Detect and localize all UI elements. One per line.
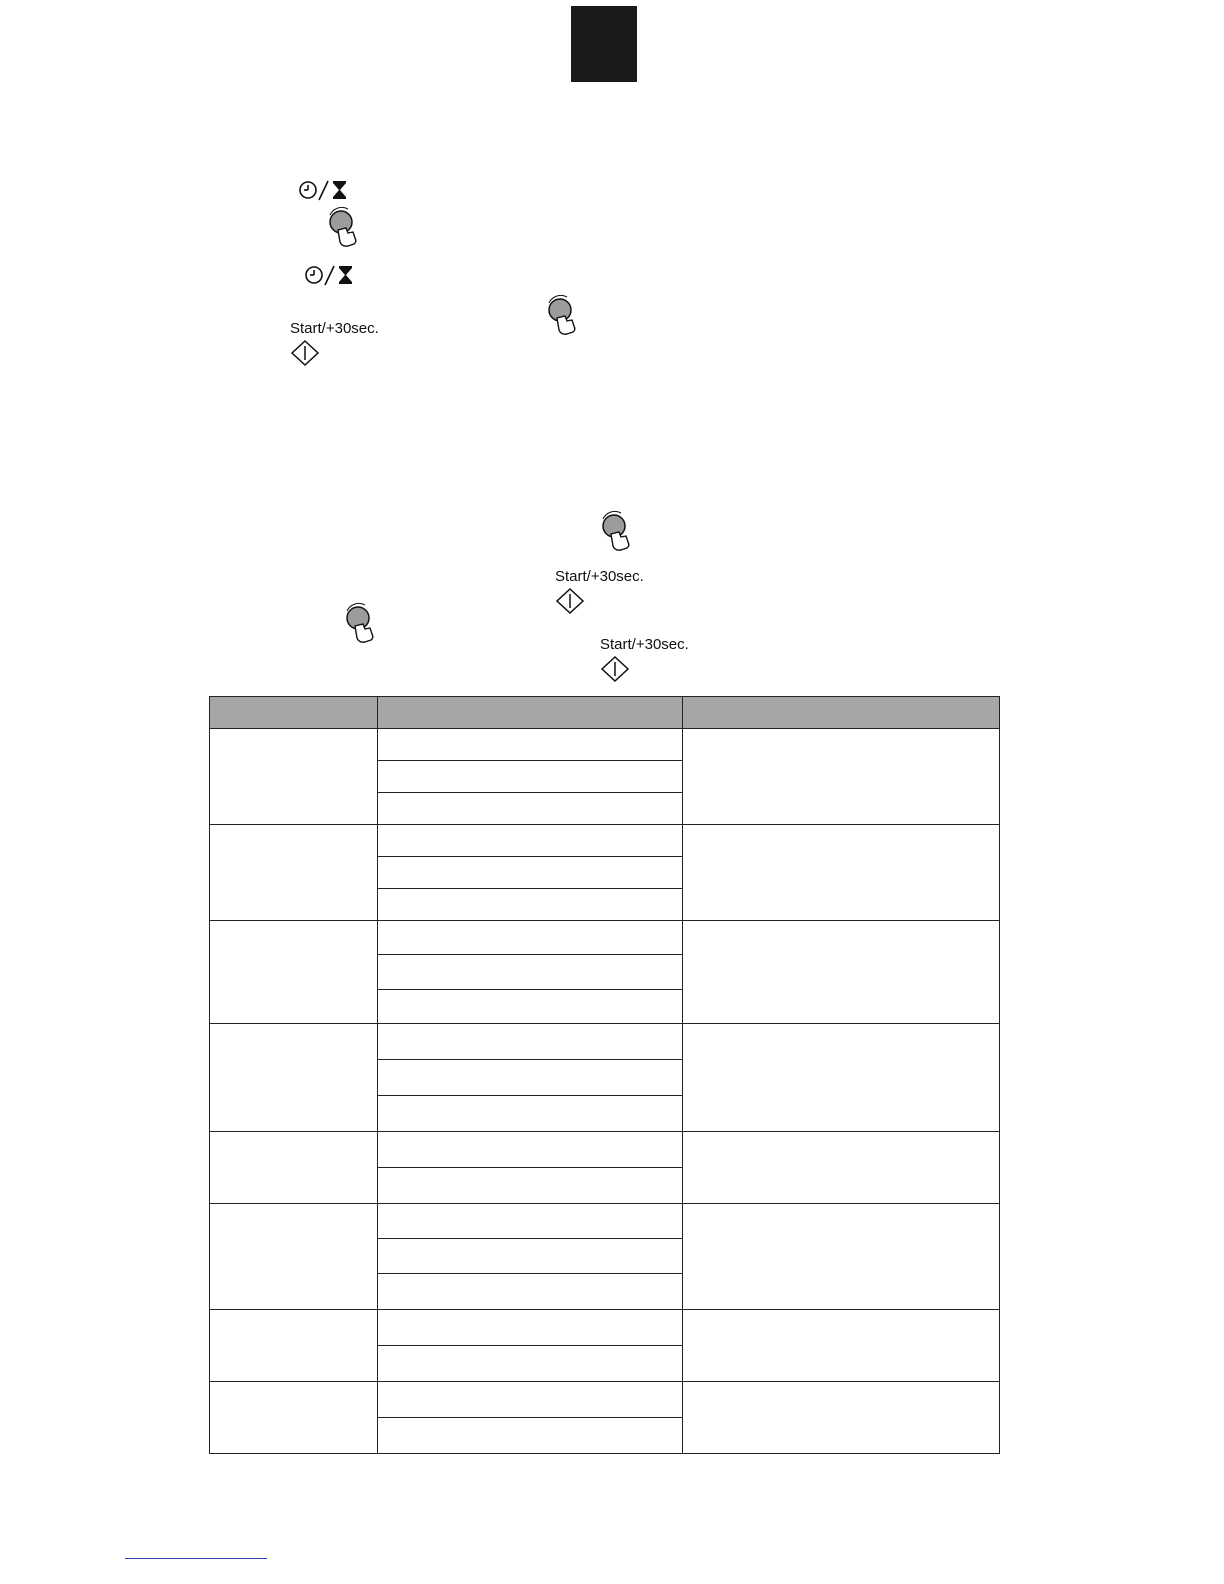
table-row: [210, 1310, 1000, 1346]
table-cell: [378, 761, 683, 793]
table-cell: [210, 1024, 378, 1132]
table-cell: [683, 1024, 1000, 1132]
clock-timer-button[interactable]: [297, 178, 355, 207]
table-cell: [378, 1168, 683, 1204]
table-row: [210, 1382, 1000, 1418]
table-row: [210, 1024, 1000, 1060]
dial-knob-icon[interactable]: [341, 602, 381, 646]
cooking-table: [209, 696, 1000, 1454]
table-cell: [378, 1132, 683, 1168]
table-row: [210, 921, 1000, 955]
table-cell: [683, 1132, 1000, 1204]
table-cell: [378, 955, 683, 990]
dial-knob-icon[interactable]: [543, 294, 583, 338]
table-cell: [378, 1418, 683, 1454]
table-cell: [210, 825, 378, 921]
table-cell: [378, 990, 683, 1024]
table-cell: [210, 921, 378, 1024]
table-cell: [210, 1310, 378, 1382]
table-cell: [683, 1382, 1000, 1454]
table-header-cell: [210, 697, 378, 729]
table-header-cell: [683, 697, 1000, 729]
table-row: [210, 1132, 1000, 1168]
table-cell: [378, 1346, 683, 1382]
table-cell: [378, 1096, 683, 1132]
table-cell: [378, 825, 683, 857]
table-cell: [210, 729, 378, 825]
table-header-cell: [378, 697, 683, 729]
table-cell: [378, 1310, 683, 1346]
table-cell: [683, 729, 1000, 825]
start-button-label: Start/+30sec.: [555, 568, 644, 585]
table-cell: [683, 825, 1000, 921]
table-cell: [378, 1274, 683, 1310]
start-button[interactable]: [600, 636, 689, 683]
start-button[interactable]: [555, 568, 644, 615]
footer-rule: [125, 1558, 267, 1559]
clock-icon: [300, 182, 316, 198]
table-header-row: [210, 697, 1000, 729]
table-cell: [210, 1382, 378, 1454]
page-tab-marker: [571, 6, 637, 82]
start-button[interactable]: [290, 320, 379, 367]
start-button-label: Start/+30sec.: [600, 636, 689, 653]
clock-timer-button-2[interactable]: [303, 263, 361, 292]
table-cell: [683, 1204, 1000, 1310]
table-cell: [378, 889, 683, 921]
hourglass-icon: [339, 266, 352, 284]
table-cell: [378, 1024, 683, 1060]
start-button-label: Start/+30sec.: [290, 320, 379, 337]
table-cell: [378, 1204, 683, 1239]
table-cell: [378, 921, 683, 955]
dial-knob-icon[interactable]: [597, 510, 637, 554]
table-cell: [378, 1382, 683, 1418]
start-diamond-icon: [555, 587, 644, 615]
table-cell: [378, 1060, 683, 1096]
table-cell: [683, 921, 1000, 1024]
table-cell: [378, 793, 683, 825]
table-cell: [378, 857, 683, 889]
table-cell: [210, 1204, 378, 1310]
start-diamond-icon: [600, 655, 689, 683]
table-cell: [210, 1132, 378, 1204]
dial-knob-icon[interactable]: [324, 206, 364, 250]
hourglass-icon: [333, 181, 346, 199]
start-diamond-icon: [290, 339, 379, 367]
table-cell: [683, 1310, 1000, 1382]
table-row: [210, 729, 1000, 761]
table-row: [210, 1204, 1000, 1239]
table-cell: [378, 1239, 683, 1274]
table-cell: [378, 729, 683, 761]
clock-icon: [306, 267, 322, 283]
table-row: [210, 825, 1000, 857]
